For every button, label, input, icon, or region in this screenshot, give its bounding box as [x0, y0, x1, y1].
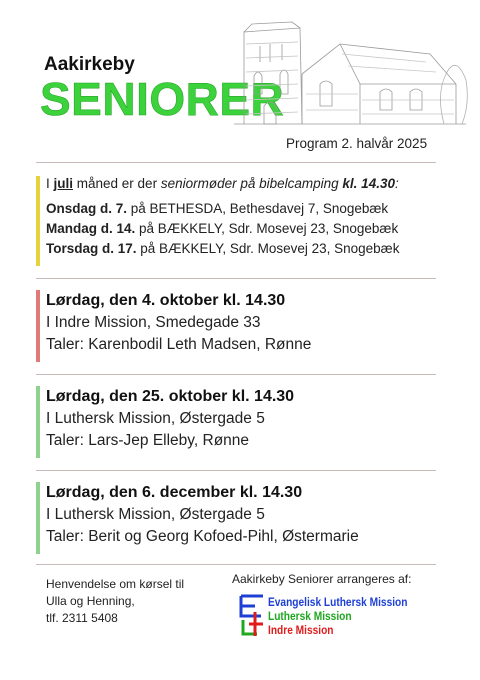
meeting-place: I Luthersk Mission, Østergade 5	[46, 410, 265, 427]
july-row: Onsdag d. 7. på BETHESDA, Bethesdavej 7, Snogebæk	[46, 201, 389, 216]
logo-line-elm: Evangelisk Luthersk Mission	[268, 595, 408, 609]
page-title: SENIORER	[40, 73, 285, 125]
meeting-speaker: Taler: Berit og Georg Kofoed-Pihl, Østermarie	[46, 528, 359, 545]
meeting-date: Lørdag, den 25. oktober kl. 14.30	[46, 388, 295, 405]
meeting-block	[40, 386, 460, 452]
church-drawing	[230, 14, 470, 134]
meeting-date: Lørdag, den 4. oktober kl. 14.30	[46, 292, 286, 309]
meeting-speaker: Taler: Lars-Jep Elleby, Rønne	[46, 432, 250, 449]
july-row: Torsdag d. 17. på BÆKKELY, Sdr. Mosevej 23, Snogebæk	[46, 241, 400, 256]
divider	[36, 162, 436, 163]
program-label: Program 2. halvår 2025	[286, 136, 428, 151]
meeting-block	[40, 290, 460, 356]
meeting-block	[40, 482, 460, 548]
meeting-place: I Indre Mission, Smedegade 33	[46, 314, 261, 331]
july-row: Mandag d. 14. på BÆKKELY, Sdr. Mosevej 23, Snogebæk	[46, 221, 399, 236]
divider	[36, 564, 436, 565]
elm-logo-icon	[237, 592, 267, 638]
organisation-logo	[237, 592, 437, 638]
july-section	[40, 176, 460, 260]
july-intro: I juli måned er der seniormøder på bibelcamping kl. 14.30:	[46, 176, 399, 191]
divider	[36, 470, 436, 471]
divider	[36, 278, 436, 279]
meeting-speaker: Taler: Karenbodil Leth Madsen, Rønne	[46, 336, 312, 353]
logo-line-lm: Luthersk Mission	[268, 609, 352, 623]
divider	[36, 374, 436, 375]
meeting-place: I Luthersk Mission, Østergade 5	[46, 506, 265, 523]
arranged-by-label: Aakirkeby Seniorer arrangeres af:	[232, 572, 412, 586]
town-name: Aakirkeby	[44, 54, 135, 75]
meeting-date: Lørdag, den 6. december kl. 14.30	[46, 484, 303, 501]
contact-info: Henvendelse om kørsel til Ulla og Henning, tlf. 2311 5408	[46, 577, 185, 625]
logo-line-im: Indre Mission	[268, 623, 334, 637]
